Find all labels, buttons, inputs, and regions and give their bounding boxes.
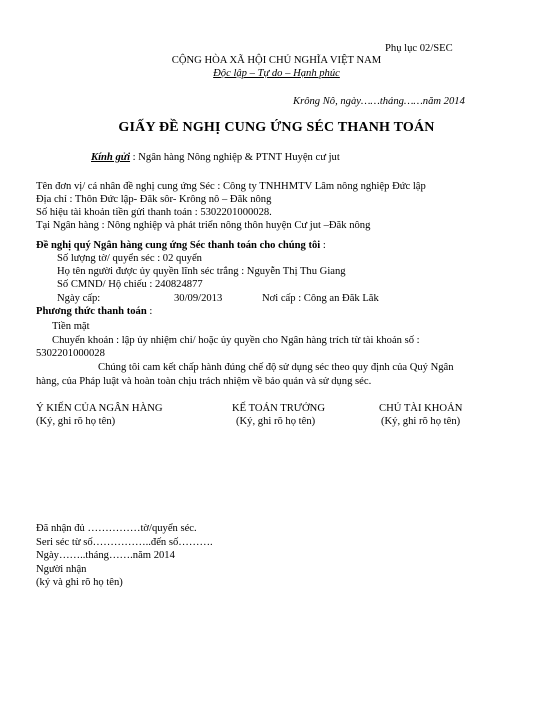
request-authorized-name: Họ tên người được ủy quyền lĩnh séc trắng : Nguyễn Thị Thu Giang xyxy=(57,266,346,277)
signature-owner-title: CHỦ TÀI KHOẢN xyxy=(379,403,463,414)
applicant-bank: Tại Ngân hàng : Nông nghiệp và phát triển nông thôn huyện Cư jut –Đăk nông xyxy=(36,220,371,231)
signature-accountant-title: KẾ TOÁN TRƯỞNG xyxy=(232,403,325,414)
commitment-line-1: Chúng tôi cam kết chấp hành đúng chế độ sử dụng séc theo quy định của Quý Ngân xyxy=(98,362,454,373)
nation-heading: CỘNG HÒA XÃ HỘI CHỦ NGHĨA VIỆT NAM xyxy=(171,55,382,66)
request-heading-suffix: : xyxy=(320,240,326,251)
request-quantity: Số lượng tờ/ quyển séc : 02 quyển xyxy=(57,253,202,264)
receipt-receiver: Người nhận xyxy=(36,564,87,575)
request-heading-text: Đề nghị quý Ngân hàng cung ứng Séc thanh toán cho chúng tôi xyxy=(36,240,321,251)
applicant-address: Địa chỉ : Thôn Đức lập- Đăk sôr- Krông nô – Đăk nông xyxy=(36,194,272,205)
recipient-value: : Ngân hàng Nông nghiệp & PTNT Huyện cư jut xyxy=(130,152,340,163)
receipt-date: Ngày……..tháng…….năm 2014 xyxy=(36,550,175,561)
signature-bank-title: Ý KIẾN CỦA NGÂN HÀNG xyxy=(36,403,163,414)
request-issue-date: 30/09/2013 xyxy=(174,293,223,304)
payment-heading-suffix: : xyxy=(146,306,153,317)
document-title: GIẤY ĐỀ NGHỊ CUNG ỨNG SÉC THANH TOÁN xyxy=(118,120,435,135)
request-issue-place: Nơi cấp : Công an Đăk Lăk xyxy=(262,293,379,304)
payment-heading xyxy=(36,305,152,318)
recipient-label: Kính gửi xyxy=(91,152,131,163)
payment-transfer-account: 5302201000028 xyxy=(36,348,105,359)
request-id-number: Số CMND/ Hộ chiếu : 240824877 xyxy=(57,279,203,290)
commitment-line-2: hàng, của Pháp luật và hoàn toàn chịu trách nhiệm về bảo quản và sử dụng séc. xyxy=(36,376,372,387)
recipient-line xyxy=(91,151,340,164)
signature-bank-note: (Ký, ghi rõ họ tên) xyxy=(36,416,116,427)
receipt-received: Đã nhận đủ ……………tờ/quyển séc. xyxy=(36,523,197,534)
place-date: Krông Nô, ngày……tháng……năm 2014 xyxy=(293,96,465,107)
signature-owner-note: (Ký, ghi rõ họ tên) xyxy=(381,416,461,427)
applicant-account: Số hiệu tài khoản tiền gửi thanh toán : 5302201000028. xyxy=(36,207,272,218)
applicant-name: Tên đơn vị/ cá nhân đề nghị cung ứng Séc : Công ty TNHHMTV Lâm nông nghiệp Đức lập xyxy=(36,181,426,192)
receipt-serial: Seri séc từ số……………..đến số………. xyxy=(36,537,213,548)
request-issue-date-label: Ngày cấp: xyxy=(57,293,101,304)
request-heading xyxy=(36,239,326,252)
payment-transfer: Chuyển khoản : lập ủy nhiệm chi/ hoặc ủy quyền cho Ngân hàng trích từ tài khoản số : xyxy=(52,335,420,346)
motto: Độc lập – Tự do – Hạnh phúc xyxy=(213,68,340,79)
payment-cash: Tiền mặt xyxy=(52,321,90,332)
appendix-label: Phụ lục 02/SEC xyxy=(385,43,453,54)
receipt-receiver-note: (ký và ghi rõ họ tên) xyxy=(36,577,123,588)
payment-heading-text: Phương thức thanh toán xyxy=(36,306,147,317)
signature-accountant-note: (Ký, ghi rõ họ tên) xyxy=(236,416,316,427)
